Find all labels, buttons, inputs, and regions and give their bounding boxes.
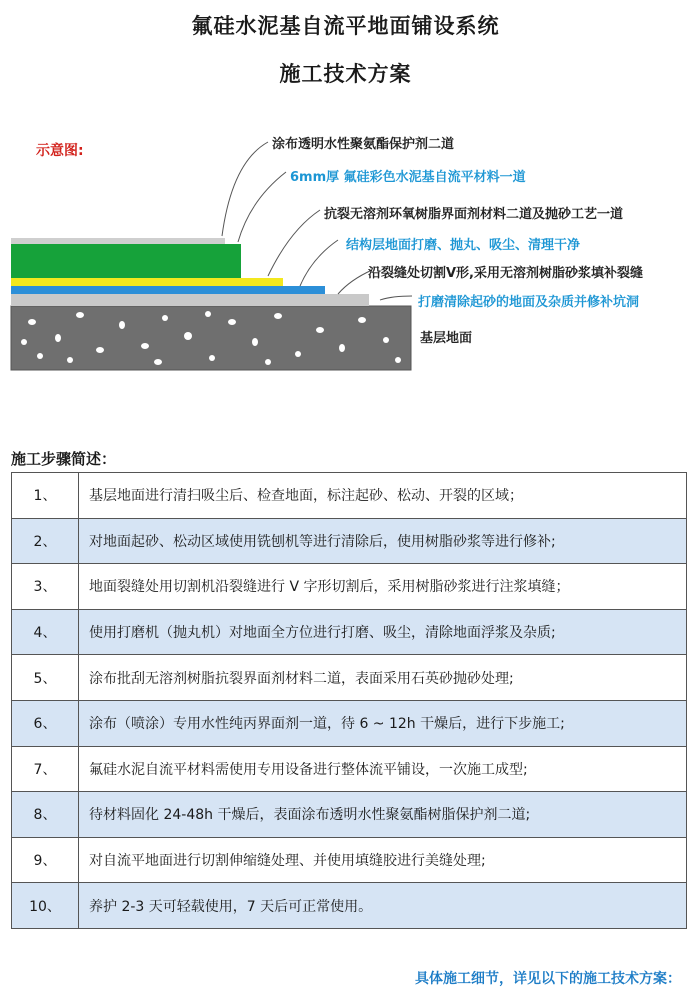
step-number: 4、 <box>12 609 79 655</box>
table-row <box>12 883 687 929</box>
gray-layer <box>11 294 369 306</box>
document-subtitle: 施工技术方案 <box>279 62 412 86</box>
blue-layer <box>11 286 325 294</box>
step-number: 1、 <box>12 473 79 519</box>
table-row <box>12 746 687 792</box>
step-number: 10、 <box>12 883 79 929</box>
step-number: 9、 <box>12 837 79 883</box>
step-text: 待材料固化 24-48h 干燥后，表面涂布透明水性聚氨酯树脂保护剂二道; <box>79 792 687 838</box>
layer-label-crack-repair: 沿裂缝处切割V形,采用无溶剂树脂砂浆填补裂缝 <box>368 266 643 281</box>
green-layer <box>11 244 241 278</box>
steps-title: 施工步骤简述： <box>11 450 117 468</box>
layer-label-base: 基层地面 <box>420 331 473 346</box>
footer-note: 具体施工细节，详见以下的施工技术方案： <box>415 971 681 987</box>
coating-layer <box>11 238 225 244</box>
layer-label-grinding: 结构层地面打磨、抛丸、吸尘、清理干净 <box>346 238 581 253</box>
step-number: 7、 <box>12 746 79 792</box>
step-text: 涂布批刮无溶剂树脂抗裂界面剂材料二道，表面采用石英砂抛砂处理; <box>79 655 687 701</box>
step-number: 6、 <box>12 700 79 746</box>
step-number: 5、 <box>12 655 79 701</box>
diagram-label: 示意图: <box>36 143 84 159</box>
table-row <box>12 564 687 610</box>
step-text: 对地面起砂、松动区域使用铣刨机等进行清除后，使用树脂砂浆等进行修补; <box>79 518 687 564</box>
step-text: 地面裂缝处用切割机沿裂缝进行 V 字形切割后，采用树脂砂浆进行注浆填缝； <box>79 564 687 610</box>
layer-label-sanding: 打磨清除起砂的地面及杂质并修补坑洞 <box>418 295 640 310</box>
table-row <box>12 609 687 655</box>
yellow-layer <box>11 278 283 286</box>
layer-label-protective: 涂布透明水性聚氨酯保护剂二道 <box>272 137 455 152</box>
step-text: 氟硅水泥自流平材料需使用专用设备进行整体流平铺设，一次施工成型; <box>79 746 687 792</box>
step-number: 3、 <box>12 564 79 610</box>
table-row <box>12 473 687 519</box>
step-number: 8、 <box>12 792 79 838</box>
steps-table <box>11 472 687 929</box>
table-row <box>12 700 687 746</box>
layer-label-self-leveling: 6mm厚 氟硅彩色水泥基自流平材料一道 <box>290 170 526 185</box>
step-text: 使用打磨机（抛丸机）对地面全方位进行打磨、吸尘，清除地面浮浆及杂质; <box>79 609 687 655</box>
table-row <box>12 655 687 701</box>
document-title: 氟硅水泥基自流平地面铺设系统 <box>191 14 500 38</box>
table-row <box>12 792 687 838</box>
step-text: 养护 2-3 天可轻载使用，7 天后可正常使用。 <box>79 883 687 929</box>
step-text: 涂布（喷涂）专用水性纯丙界面剂一道，待 6 ~ 12h 干燥后，进行下步施工; <box>79 700 687 746</box>
table-row <box>12 518 687 564</box>
table-row <box>12 837 687 883</box>
step-number: 2、 <box>12 518 79 564</box>
step-text: 基层地面进行清扫吸尘后、检查地面，标注起砂、松动、开裂的区域； <box>79 473 687 519</box>
step-text: 对自流平地面进行切割伸缩缝处理、并使用填缝胶进行美缝处理; <box>79 837 687 883</box>
layer-label-interface: 抗裂无溶剂环氧树脂界面剂材料二道及抛砂工艺一道 <box>324 207 624 222</box>
